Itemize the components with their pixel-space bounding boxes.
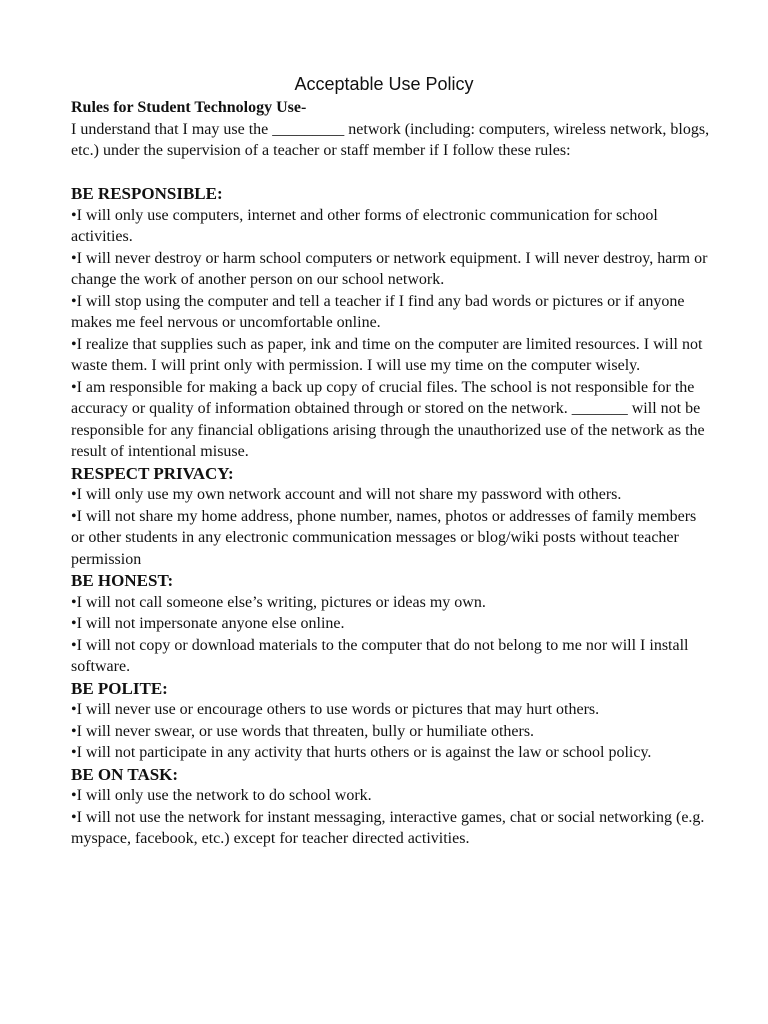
- rule-item: •I will not copy or download materials to the computer that do not belong to me nor will I install software.: [71, 636, 689, 675]
- section-be-honest: [71, 570, 711, 678]
- document-subtitle: Rules for Student Technology Use-: [71, 99, 307, 116]
- rule-item: •I will never destroy or harm school computers or network equipment. I will never destroy, harm or change the work of another person on our school network.: [71, 249, 708, 288]
- section-heading: BE POLITE:: [71, 678, 168, 698]
- section-respect-privacy: [71, 463, 711, 571]
- section-be-on-task: [71, 764, 711, 850]
- section-heading: BE ON TASK:: [71, 764, 179, 784]
- document-title: Acceptable Use Policy: [294, 74, 474, 94]
- rule-item: •I will stop using the computer and tell a teacher if I find any bad words or pictures or if anyone makes me feel nervous or uncomfortable online.: [71, 292, 685, 331]
- intro-paragraph: I understand that I may use the _________ network (including: computers, wireless network, blogs, etc.) under the supervision of a teacher or staff member if I follow these rules:: [71, 120, 710, 159]
- rule-item: •I will never swear, or use words that threaten, bully or humiliate others.: [71, 722, 535, 740]
- rule-item: •I will not share my home address, phone number, names, photos or addresses of family members or other students in any electronic communication messages or blog/wiki posts without teacher permission: [71, 507, 697, 568]
- rule-item: •I will not use the network for instant messaging, interactive games, chat or social networking (e.g. myspace, facebook, etc.) except for teacher directed activities.: [71, 808, 705, 847]
- rule-item: •I will not call someone else’s writing, pictures or ideas my own.: [71, 593, 486, 611]
- rule-item: •I will not impersonate anyone else online.: [71, 615, 345, 632]
- rule-item: •I am responsible for making a back up copy of crucial files. The school is not responsible for the accuracy or quality of information obtained through or stored on the network. _______ will not be responsible for any financial obligations arising through the unauthorized use of the network as the result of intentional misuse.: [71, 378, 705, 460]
- rule-item: •I will only use the network to do school work.: [71, 787, 372, 804]
- section-heading: BE HONEST:: [71, 571, 174, 590]
- section-heading: BE RESPONSIBLE:: [71, 184, 223, 203]
- section-be-polite: [71, 678, 711, 764]
- document-body: [71, 97, 711, 850]
- section-heading: RESPECT PRIVACY:: [71, 463, 234, 483]
- rule-item: •I will only use computers, internet and other forms of electronic communication for school activities.: [71, 206, 658, 245]
- rule-item: •I realize that supplies such as paper, ink and time on the computer are limited resources. I will not waste them. I will print only with permission. I will use my time on the computer wisely.: [71, 335, 703, 374]
- blank-line: [71, 162, 711, 184]
- rule-item: •I will only use my own network account and will not share my password with others.: [71, 486, 622, 503]
- section-be-responsible: [71, 183, 711, 463]
- rule-item: •I will not participate in any activity that hurts others or is against the law or school policy.: [71, 744, 652, 761]
- rule-item: •I will never use or encourage others to use words or pictures that may hurt others.: [71, 701, 600, 718]
